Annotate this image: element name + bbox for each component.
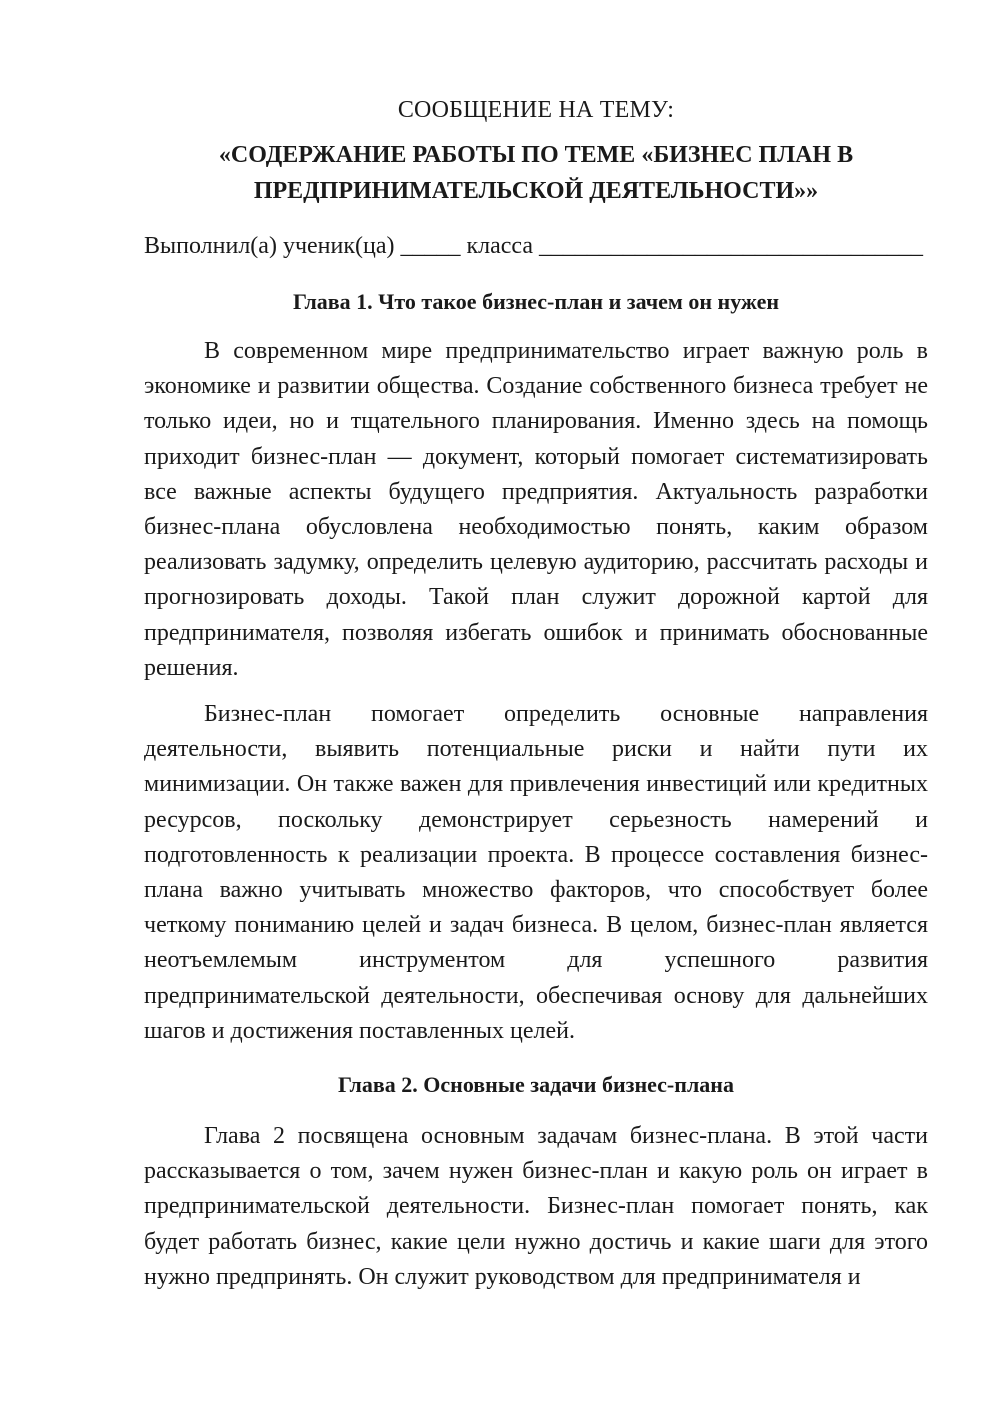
author-line: Выполнил(а) ученик(ца) _____ класса ________________________________	[144, 233, 924, 259]
chapter-1-heading: Глава 1. Что такое бизнес-план и зачем он нужен	[292, 289, 780, 314]
chapter-1-paragraph-1: В современном мире предпринимательство играет важную роль в экономике и развитии общества. Создание собственного бизнеса требует не только идеи, но и тщательного планирования. Именно здесь на помощь приходит бизнес-план — документ, который помогает систематизировать все важные аспекты будущего предприятия. Актуальность разработки бизнес-плана обусловлена необходимостью понять, каким образом реализовать задумку, определить целевую аудиторию, рассчитать расходы и прогнозировать доходы. Такой план служит дорожной картой для предпринимателя, позволяя избегать ошибок и принимать обоснованные решения.	[144, 338, 928, 681]
chapter-2-heading: Глава 2. Основные задачи бизнес-плана	[338, 1072, 734, 1097]
document-title: «СОДЕРЖАНИЕ РАБОТЫ ПО ТЕМЕ «БИЗНЕС ПЛАН В ПРЕДПРИНИМАТЕЛЬСКОЙ ДЕЯТЕЛЬНОСТИ»»	[218, 142, 854, 204]
chapter-1-paragraph-2: Бизнес-план помогает определить основные направления деятельности, выявить потенциальные риски и найти пути их минимизации. Он также важен для привлечения инвестиций или кредитных ресурсов, поскольку демонстрирует серьезность намерений и подготовленность к реализации проекта. В процессе составления бизнес-плана важно учитывать множество факторов, что способствует более четкому пониманию целей и задач бизнеса. В целом, бизнес-план является неотъемлемым инструментом для успешного развития предпринимательской деятельности, обеспечивая основу для дальнейших шагов и достижения поставленных целей.	[144, 701, 928, 1044]
chapter-2-paragraph-1: Глава 2 посвящена основным задачам бизнес-плана. В этой части рассказывается о том, зачем нужен бизнес-план и какую роль он играет в предпринимательской деятельности. Бизнес-план помогает понять, как будет работать бизнес, какие цели нужно достичь и какие шаги для этого нужно предпринять. Он служит руководством для предпринимателя и	[144, 1123, 928, 1290]
document-subtitle: СООБЩЕНИЕ НА ТЕМУ:	[397, 97, 675, 123]
